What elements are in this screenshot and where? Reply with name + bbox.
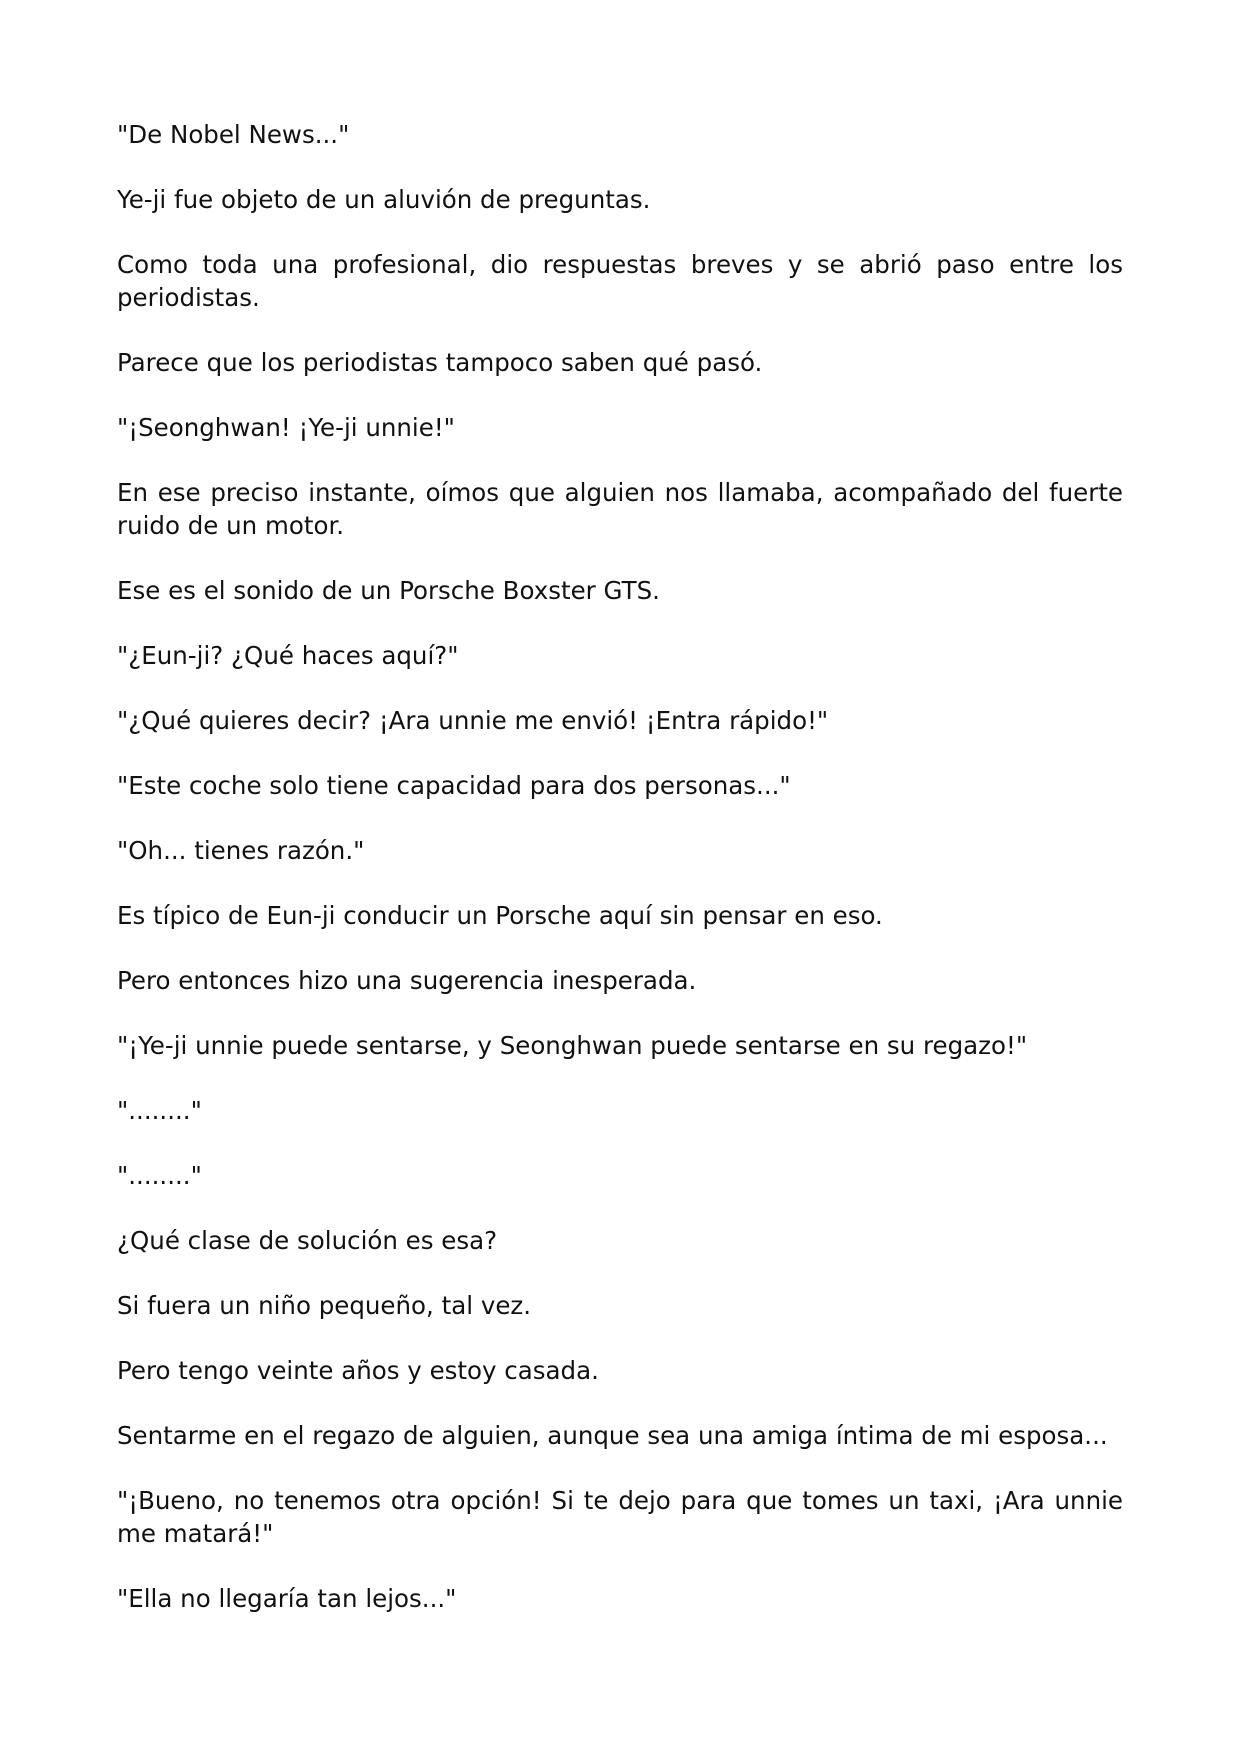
paragraph-21: "¡Bueno, no tenemos otra opción! Si te dejo para que tomes un taxi, ¡Ara unnie me matará!"	[117, 1486, 1123, 1548]
paragraph-9: "¿Qué quieres decir? ¡Ara unnie me envió! ¡Entra rápido!"	[117, 706, 829, 735]
paragraph-6: En ese preciso instante, oímos que alguien nos llamaba, acompañado del fuerte ruido de un motor.	[117, 478, 1123, 540]
paragraph-18: Si fuera un niño pequeño, tal vez.	[117, 1291, 532, 1320]
paragraph-13: Pero entonces hizo una sugerencia inesperada.	[117, 966, 697, 995]
paragraph-12: Es típico de Eun-ji conducir un Porsche aquí sin pensar en eso.	[117, 901, 883, 930]
paragraph-15: "........"	[117, 1096, 202, 1125]
paragraph-8: "¿Eun-ji? ¿Qué haces aquí?"	[117, 641, 459, 670]
paragraph-11: "Oh... tienes razón."	[117, 836, 365, 865]
text-body	[117, 118, 1123, 1647]
paragraph-16: "........"	[117, 1161, 202, 1190]
paragraph-7: Ese es el sonido de un Porsche Boxster GTS.	[117, 576, 660, 605]
paragraph-19: Pero tengo veinte años y estoy casada.	[117, 1356, 599, 1385]
paragraph-14: "¡Ye-ji unnie puede sentarse, y Seonghwan puede sentarse en su regazo!"	[117, 1031, 1028, 1060]
paragraph-4: Parece que los periodistas tampoco saben qué pasó.	[117, 348, 763, 377]
paragraph-5: "¡Seonghwan! ¡Ye-ji unnie!"	[117, 413, 455, 442]
paragraph-2: Ye-ji fue objeto de un aluvión de preguntas.	[117, 185, 651, 214]
paragraph-20: Sentarme en el regazo de alguien, aunque sea una amiga íntima de mi esposa...	[117, 1421, 1108, 1450]
paragraph-10: "Este coche solo tiene capacidad para dos personas..."	[117, 771, 791, 800]
paragraph-1: "De Nobel News..."	[117, 120, 350, 149]
paragraph-22: "Ella no llegaría tan lejos..."	[117, 1584, 457, 1613]
paragraph-3: Como toda una profesional, dio respuestas breves y se abrió paso entre los periodistas.	[117, 250, 1123, 312]
paragraph-17: ¿Qué clase de solución es esa?	[117, 1226, 498, 1255]
